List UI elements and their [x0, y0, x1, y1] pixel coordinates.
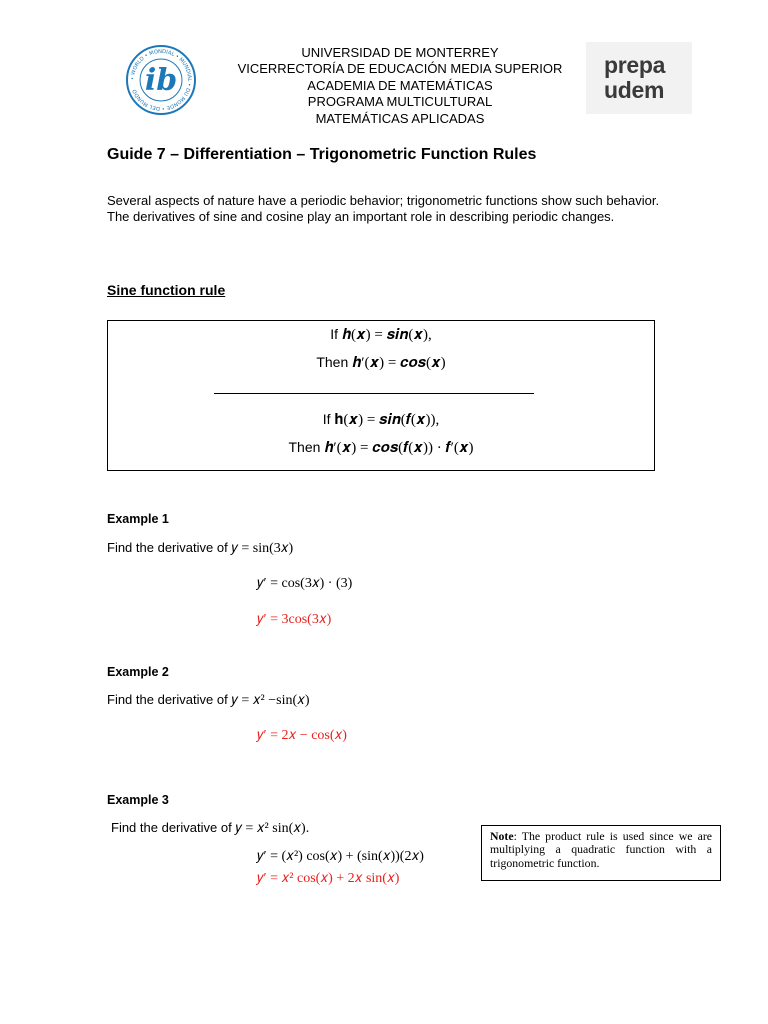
- example-prompt: Find the derivative of 𝑦 = 𝑥² sin(𝑥).: [111, 820, 310, 836]
- header-line: VICERRECTORÍA DE EDUCACIÓN MEDIA SUPERIOR: [237, 61, 563, 77]
- example-heading: Example 1: [107, 512, 169, 526]
- example-answer: 𝑦′ = 𝑥² cos(𝑥) + 2𝑥 sin(𝑥): [257, 871, 400, 886]
- logo-word-udem: udem: [604, 77, 665, 103]
- sine-rule-heading: Sine function rule: [107, 282, 226, 298]
- logo-word-prepa: prepa: [604, 52, 666, 78]
- basic-rule-if-line: If 𝒉(𝒙) = 𝒔𝒊𝒏(𝒙),: [330, 326, 432, 343]
- example-prompt: Find the derivative of 𝑦 = 𝑥² −sin(𝑥): [107, 692, 310, 708]
- intro-paragraph: Several aspects of nature have a periodic behavior; trigonometric functions show such behavior. The derivatives of sine and cosine play an important role in describing periodic changes.: [107, 193, 660, 225]
- example-heading: Example 2: [107, 665, 169, 679]
- example-answer: 𝑦′ = 2𝑥 − cos(𝑥): [257, 728, 347, 743]
- note-text: : The product rule is used since we are multiplying a quadratic function with a trigonometric function.: [490, 829, 712, 870]
- rule-divider: [214, 393, 534, 394]
- note-label: Note: [490, 829, 514, 843]
- example-answer: 𝑦′ = 3cos(3𝑥): [257, 612, 332, 627]
- ib-logo: [125, 44, 197, 116]
- example-prompt: Find the derivative of 𝑦 = sin(3𝑥): [107, 540, 294, 556]
- product-rule-note: [481, 825, 721, 881]
- chain-rule-then-line: Then 𝒉′(𝒙) = 𝒄𝒐𝒔(𝒇(𝒙)) · 𝒇′(𝒙): [288, 439, 474, 456]
- header-line: PROGRAMA MULTICULTURAL: [307, 94, 493, 110]
- example-step: 𝑦′ = (𝑥²) cos(𝑥) + (sin(𝑥))(2𝑥): [257, 849, 424, 864]
- example-heading: Example 3: [107, 793, 169, 807]
- chain-rule-if-line: If 𝐡(𝒙) = 𝒔𝒊𝒏(𝒇(𝒙)),: [322, 411, 440, 428]
- institution-header: [200, 45, 600, 127]
- header-line: ACADEMIA DE MATEMÁTICAS: [307, 77, 493, 93]
- ib-logo-ring-text: • WORLD • MONDIAL • MUNDIAL • DU MONDE • DEL MUNDO: [129, 48, 193, 112]
- sine-rule-box: [107, 320, 655, 471]
- prepa-udem-logo: [586, 42, 692, 114]
- example-step: 𝑦′ = cos(3𝑥) · (3): [257, 576, 353, 591]
- basic-rule-then-line: Then 𝒉′(𝒙) = 𝒄𝒐𝒔(𝒙): [316, 354, 446, 371]
- header-line: MATEMÁTICAS APLICADAS: [315, 110, 485, 126]
- header-line: UNIVERSIDAD DE MONTERREY: [301, 45, 499, 60]
- document-title: Guide 7 – Differentiation – Trigonometric Function Rules: [107, 146, 537, 163]
- ib-logo-letters: ib: [144, 63, 178, 98]
